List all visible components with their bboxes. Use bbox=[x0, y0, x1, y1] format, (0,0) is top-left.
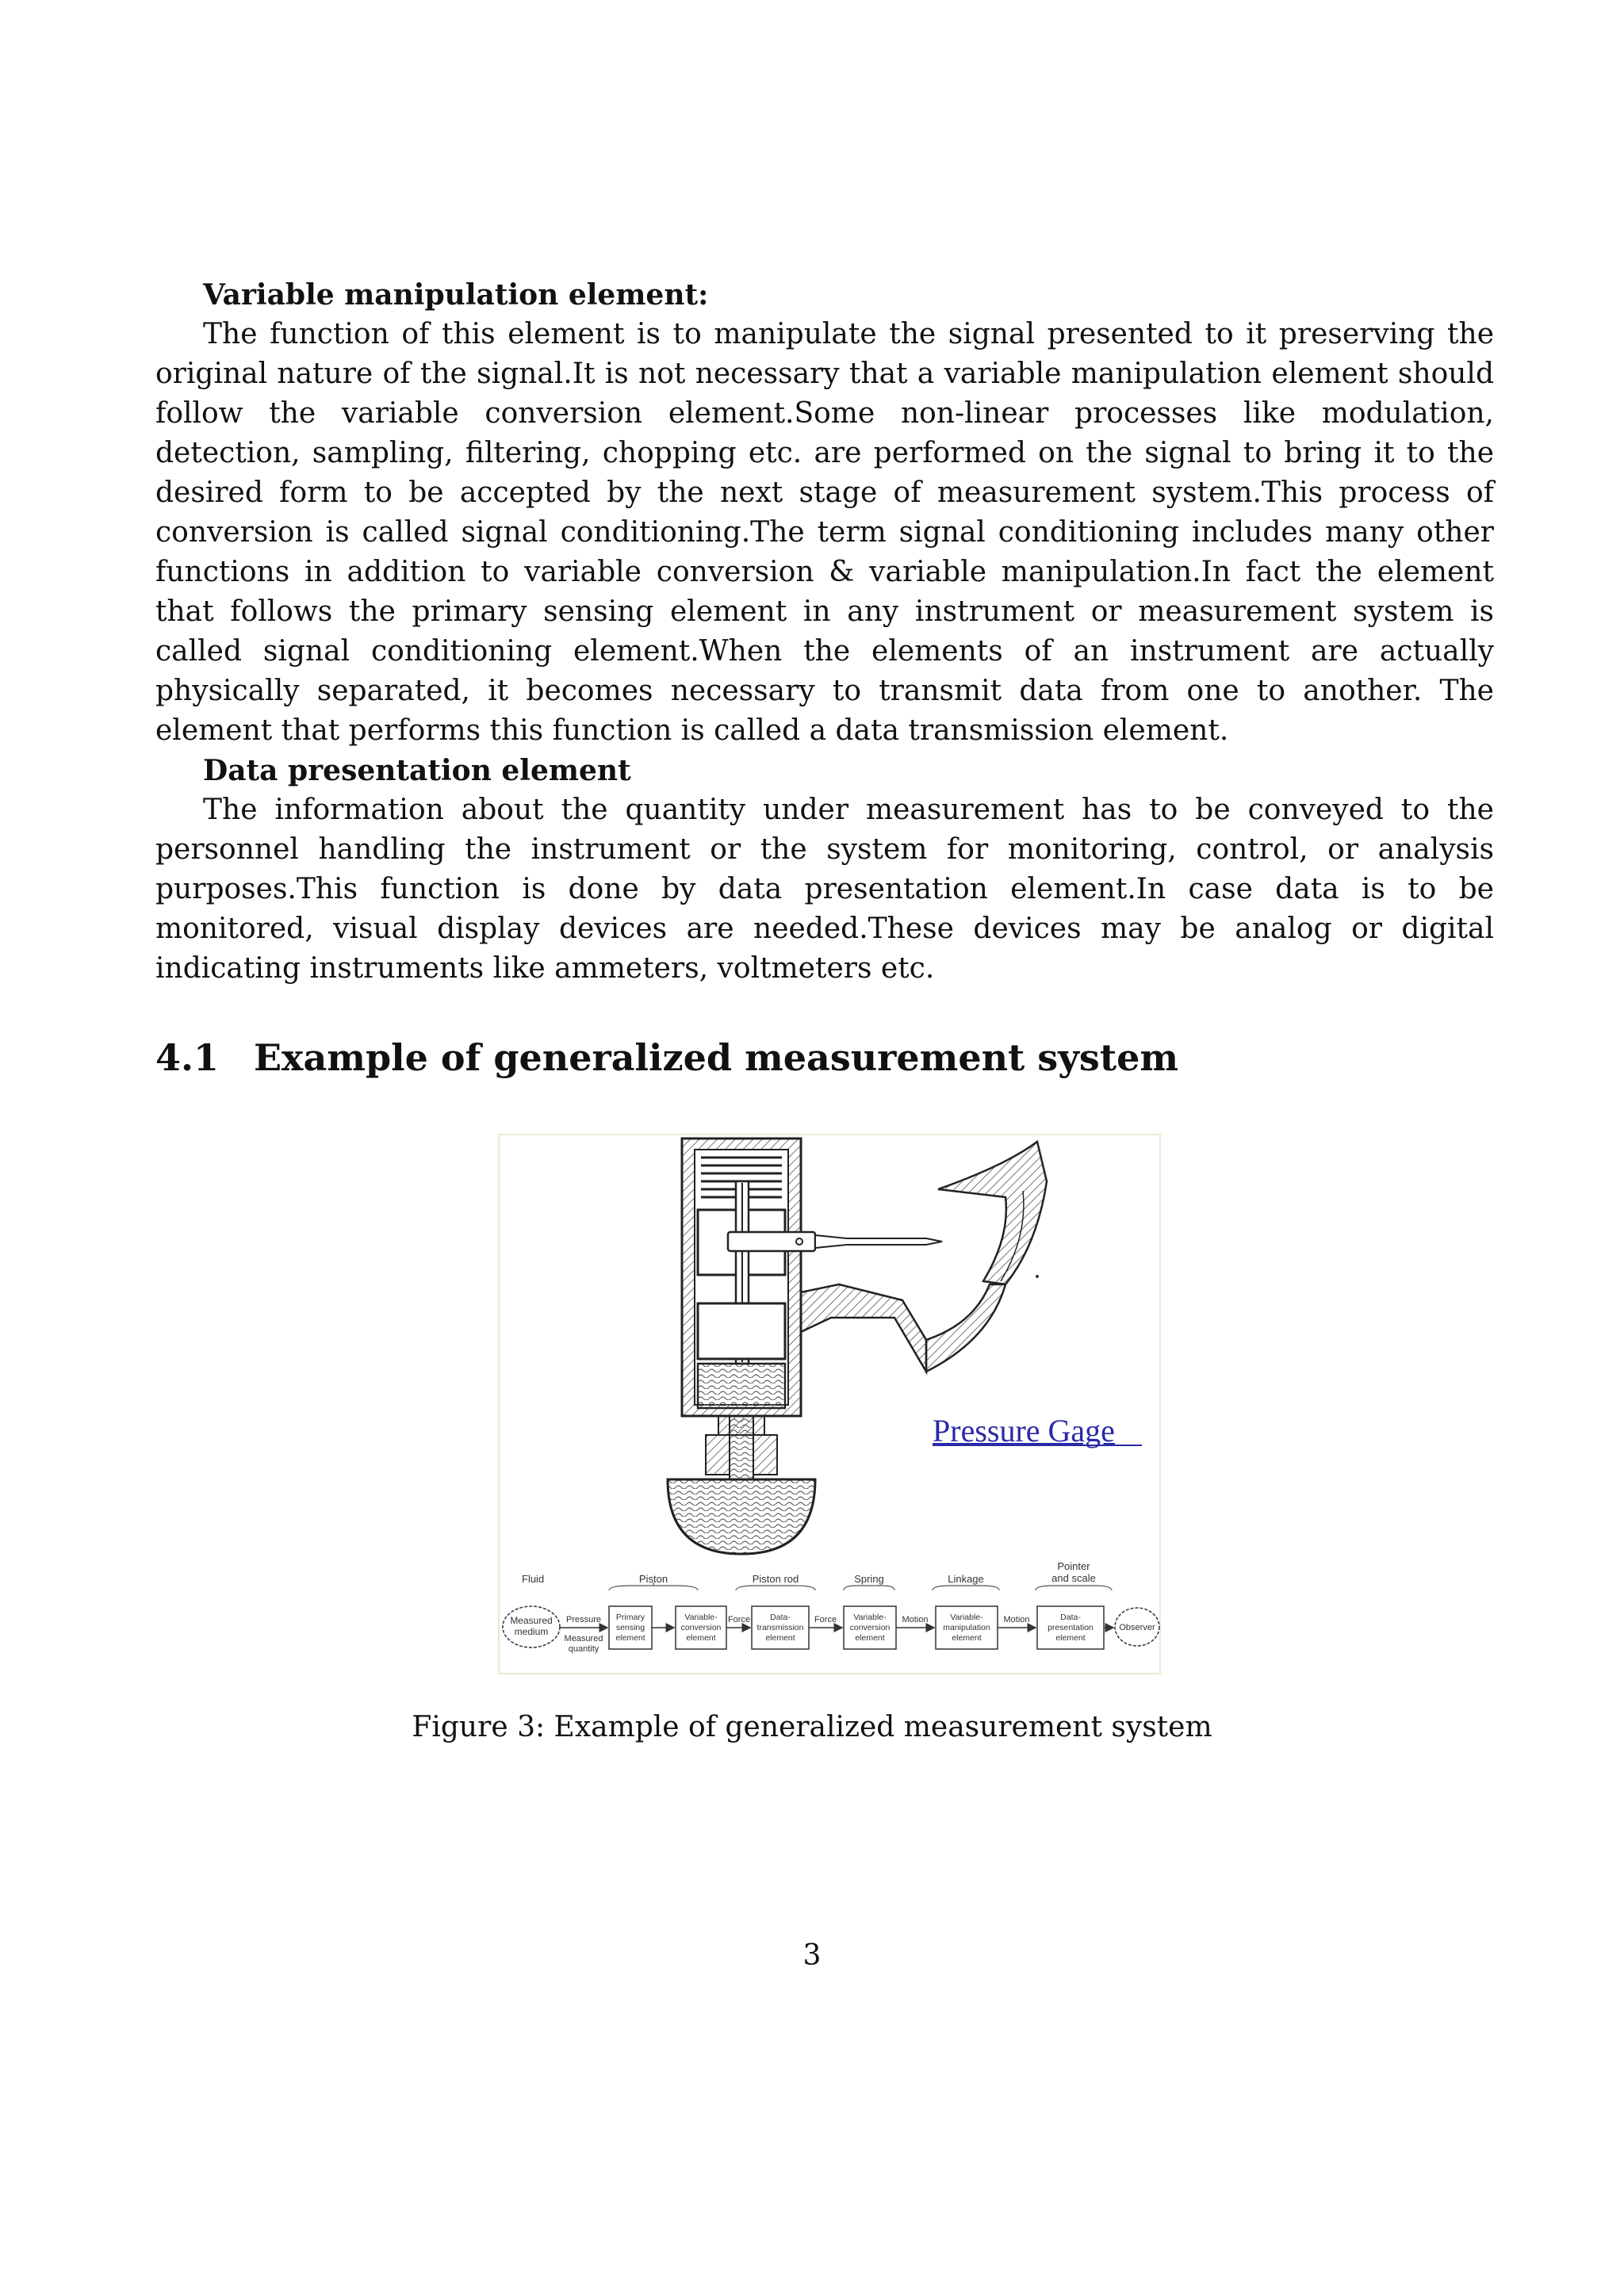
section-heading bbox=[155, 1034, 1178, 1081]
pressure-gage-link[interactable]: Pressure Gage bbox=[933, 1413, 1115, 1448]
subheading-data-presentation: Data presentation element bbox=[203, 754, 631, 787]
svg-text:Data-: Data- bbox=[1060, 1613, 1081, 1622]
box-variable-conversion-1 bbox=[676, 1606, 726, 1649]
label-piston: Piston bbox=[638, 1573, 668, 1585]
box-data-presentation bbox=[1037, 1606, 1104, 1649]
svg-text:transmission: transmission bbox=[756, 1623, 804, 1632]
arrow-label-motion-1: Motion bbox=[902, 1615, 929, 1624]
observer-label: Observer bbox=[1119, 1623, 1155, 1632]
svg-text:conversion: conversion bbox=[849, 1623, 891, 1632]
svg-text:Primary: Primary bbox=[615, 1613, 645, 1622]
label-pointer: Pointer bbox=[1057, 1560, 1090, 1572]
figure-frame bbox=[499, 1135, 1160, 1674]
arrow-label-motion-2: Motion bbox=[1003, 1615, 1030, 1624]
pressure-gage-diagram bbox=[498, 1134, 1161, 1674]
box-variable-manipulation bbox=[936, 1606, 998, 1649]
label-spring: Spring bbox=[854, 1573, 884, 1585]
arrow-label-force-2: Force bbox=[814, 1615, 837, 1624]
arrow-label-pressure: Pressure bbox=[565, 1615, 602, 1624]
piston bbox=[698, 1303, 785, 1359]
svg-text:element: element bbox=[686, 1633, 716, 1643]
arrow-label-measured: Measured bbox=[564, 1634, 603, 1644]
section-number: 4.1 bbox=[155, 1036, 220, 1079]
svg-text:Variable-: Variable- bbox=[950, 1613, 983, 1622]
svg-text:element: element bbox=[1055, 1633, 1086, 1643]
box-data-transmission bbox=[752, 1606, 809, 1649]
svg-text:element: element bbox=[952, 1633, 982, 1643]
svg-text:sensing: sensing bbox=[615, 1623, 645, 1632]
section-variable-manipulation bbox=[155, 275, 1494, 751]
svg-text:manipulation: manipulation bbox=[943, 1623, 990, 1632]
inlet-neck bbox=[730, 1416, 753, 1479]
section-title: Example of generalized measurement system bbox=[254, 1036, 1179, 1079]
svg-text:conversion: conversion bbox=[680, 1623, 722, 1632]
paragraph-data-presentation: The information about the quantity under measurement has to be conveyed to the personnel handling the instrument or the system for monitoring, control, or analysis purposes.This function is done by data presentation element.In case data is to be monitored, visual display devices are needed.These devices may be analog or digital indicating instruments like ammeters, voltmeters etc. bbox=[155, 794, 1494, 985]
svg-text:Variable-: Variable- bbox=[684, 1613, 718, 1622]
section-data-presentation bbox=[155, 751, 1494, 989]
svg-text:element: element bbox=[765, 1633, 795, 1643]
svg-text:presentation: presentation bbox=[1048, 1623, 1094, 1632]
arrow-label-force-1: Force bbox=[727, 1615, 751, 1624]
label-fluid: Fluid bbox=[522, 1573, 545, 1585]
box-primary-sensing bbox=[609, 1606, 652, 1649]
box-variable-conversion-2 bbox=[844, 1606, 896, 1649]
figure-caption: Figure 3: Example of generalized measurement system bbox=[412, 1711, 1212, 1743]
measured-medium-label-1: Measured bbox=[510, 1615, 553, 1626]
svg-text:Variable-: Variable- bbox=[853, 1613, 887, 1622]
arrow-label-quantity: quantity bbox=[568, 1644, 599, 1654]
figure-pressure-gage bbox=[498, 1134, 1161, 1674]
label-piston-rod: Piston rod bbox=[752, 1573, 799, 1585]
svg-text:element: element bbox=[855, 1633, 885, 1643]
label-and-scale: and scale bbox=[1051, 1572, 1096, 1584]
page-number: 3 bbox=[802, 1939, 822, 1972]
measured-medium-label-2: medium bbox=[514, 1626, 549, 1637]
paragraph-variable-manipulation: The function of this element is to manipulate the signal presented to it preserving the original nature of the signal.It is not necessary that a variable manipulation element should follow the variable conversion element.Some non-linear processes like modulation, detection, sampling, filtering, chopping etc. are performed on the signal to bring it to the desired form to be accepted by the next stage of measurement system.This process of conversion is called signal conditioning.The term signal conditioning includes many other functions in addition to variable conversion & variable manipulation.In fact the element that follows the primary sensing element in any instrument or measurement system is called signal conditioning element.When the elements of an instrument are actually physically separated, it becomes necessary to transmit data from one to another. The element that performs this function is called a data transmission element. bbox=[155, 318, 1494, 747]
fluid-chamber bbox=[698, 1364, 785, 1408]
label-linkage: Linkage bbox=[948, 1573, 984, 1585]
svg-text:element: element bbox=[615, 1633, 645, 1643]
svg-text:Data-: Data- bbox=[770, 1613, 791, 1622]
subheading-variable-manipulation: Variable manipulation element: bbox=[203, 278, 709, 312]
